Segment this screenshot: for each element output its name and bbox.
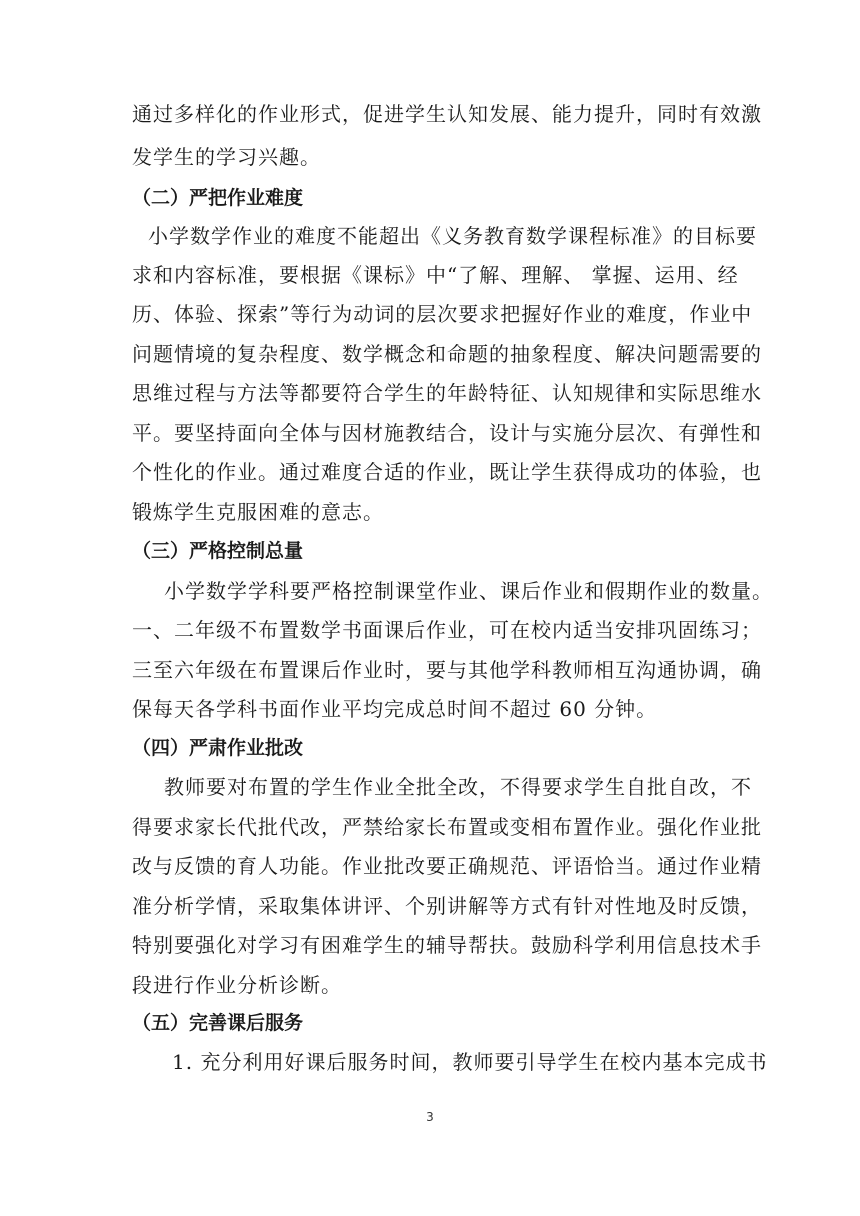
- paragraph-line: 思维过程与方法等都要符合学生的年龄特征、认知规律和实际思维水: [132, 381, 762, 405]
- paragraph-line: 1. 充分利用好课后服务时间，教师要引导学生在校内基本完成书: [172, 1050, 768, 1074]
- paragraph-line: 得要求家长代批代改，严禁给家长布置或变相布置作业。强化作业批: [132, 815, 762, 839]
- paragraph-line: 平。要坚持面向全体与因材施教结合，设计与实施分层次、有弹性和: [132, 421, 762, 445]
- paragraph-line: 特别要强化对学习有困难学生的辅导帮扶。鼓励科学利用信息技术手: [132, 933, 762, 957]
- paragraph-line: 保每天各学科书面作业平均完成总时间不超过 60 分钟。: [132, 697, 658, 721]
- paragraph-line: 求和内容标准，要根据《课标》中“了解、理解、 掌握、运用、经: [132, 263, 739, 287]
- section-heading: （三）严格控制总量: [132, 540, 304, 562]
- paragraph-line: 通过多样化的作业形式，促进学生认知发展、能力提升，同时有效激: [132, 102, 762, 126]
- paragraph-line: 小学数学学科要严格控制课堂作业、课后作业和假期作业的数量。: [164, 579, 773, 603]
- paragraph-line: 历、体验、探索”等行为动词的层次要求把握好作业的难度，作业中: [132, 302, 753, 326]
- section-heading: （二）严把作业难度: [132, 187, 304, 209]
- paragraph-line: 问题情境的复杂程度、数学概念和命题的抽象程度、解决问题需要的: [132, 342, 762, 366]
- paragraph-line: 段进行作业分析诊断。: [132, 973, 342, 997]
- paragraph-line: 个性化的作业。通过难度合适的作业，既让学生获得成功的体验，也: [132, 460, 762, 484]
- paragraph-line: 锻炼学生克服困难的意志。: [132, 500, 384, 524]
- paragraph-line: 小学数学作业的难度不能超出《义务教育数学课程标准》的目标要: [148, 224, 757, 248]
- paragraph-line: 一、二年级不布置数学书面课后作业，可在校内适当安排巩固练习；: [132, 618, 762, 642]
- section-heading: （四）严肃作业批改: [132, 737, 304, 759]
- paragraph-line: 发学生的学习兴趣。: [132, 145, 321, 169]
- paragraph-line: 教师要对布置的学生作业全批全改，不得要求学生自批自改，不: [164, 775, 752, 799]
- page-number: 3: [426, 1110, 434, 1124]
- paragraph-line: 准分析学情，采取集体讲评、个别讲解等方式有针对性地及时反馈，: [132, 894, 762, 918]
- section-heading: （五）完善课后服务: [132, 1012, 304, 1034]
- paragraph-line: 改与反馈的育人功能。作业批改要正确规范、评语恰当。通过作业精: [132, 854, 762, 878]
- paragraph-line: 三至六年级在布置课后作业时，要与其他学科教师相互沟通协调，确: [132, 658, 762, 682]
